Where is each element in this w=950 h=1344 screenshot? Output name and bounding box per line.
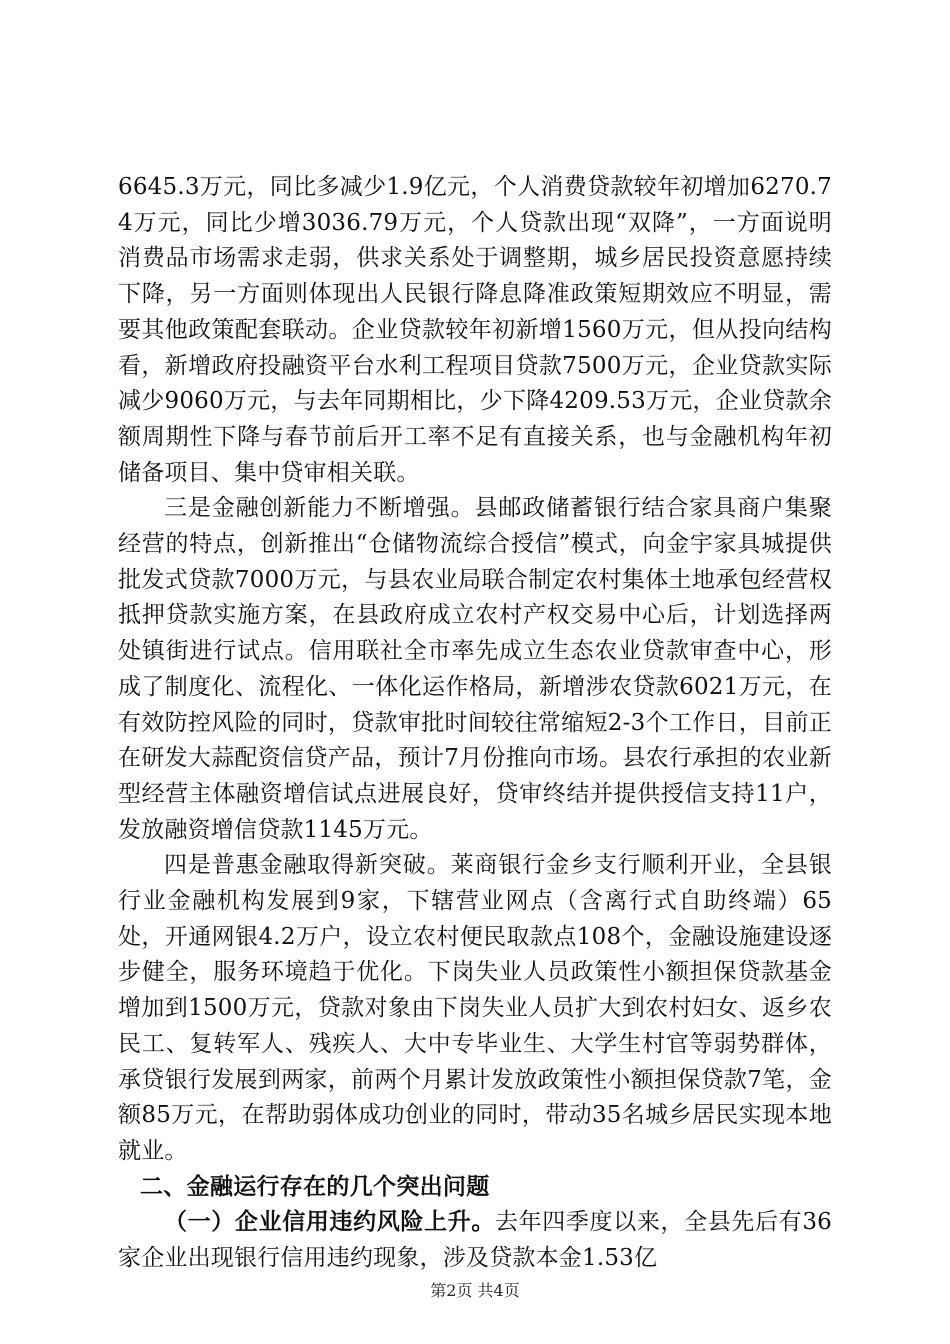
subsection-heading: （一）企业信用违约风险上升。 <box>164 1209 495 1236</box>
document-body <box>118 170 832 1277</box>
subsection-text: 去年四季度以来，全县先后有36家企业出现银行信用违约现象，涉及贷款本金1.53亿 <box>118 1209 832 1272</box>
paragraph-loans: 6645.3万元，同比多减少1.9亿元，个人消费贷款较年初增加6270.74万元，同比少增3036.79万元，个人贷款出现“双降”，一方面说明消费品市场需求走弱，供求关系处于调整期，城乡居民投资意愿持续下降，另一方面则体现出人民银行降息降准政策短期效应不明显，需要其他政策配套联动。企业贷款较年初新增1560万元，但从投向结构看，新增政府投融资平台水利工程项目贷款7500万元，企业贷款实际减少9060万元，与去年同期相比，少下降4209.53万元，企业贷款余额周期性下降与春节前后开工率不足有直接关系，也与金融机构年初储备项目、集中贷审相关联。 <box>118 174 832 486</box>
section-heading: 二、金融运行存在的几个突出问题 <box>140 1173 490 1200</box>
paragraph-credit-risk <box>118 1205 832 1276</box>
paragraph-inclusive-finance: 四是普惠金融取得新突破。莱商银行金乡支行顺利开业，全县银行业金融机构发展到9家，下辖营业网点（含离行式自助终端）65处，开通网银4.2万户，设立农村便民取款点108个，金融设施建设逐步健全，服务环境趋于优化。下岗失业人员政策性小额担保贷款基金增加到1500万元，贷款对象由下岗失业人员扩大到农村妇女、返乡农民工、复转军人、残疾人、大中专毕业生、大学生村官等弱势群体，承贷银行发展到两家，前两个月累计发放政策性小额担保贷款7笔，金额85万元，在帮助弱体成功创业的同时，带动35名城乡居民实现本地就业。 <box>118 852 832 1164</box>
page-number-footer: 第2页 共4页 <box>430 1281 520 1300</box>
paragraph-innovation: 三是金融创新能力不断增强。县邮政储蓄银行结合家具商户集聚经营的特点，创新推出“仓储物流综合授信”模式，向金宇家具城提供批发式贷款7000万元，与县农业局联合制定农村集体土地承包经营权抵押贷款实施方案，在县政府成立农村产权交易中心后，计划选择两处镇街进行试点。信用联社全市率先成立生态农业贷款审查中心，形成了制度化、流程化、一体化运作格局，新增涉农贷款6021万元，在有效防控风险的同时，贷款审批时间较往常缩短2-3个工作日，目前正在研发大蒜配资信贷产品，预计7月份推向市场。县农行承担的农业新型经营主体融资增信试点进展良好，贷审终结并提供授信支持11户，发放融资增信贷款1145万元。 <box>118 495 832 843</box>
